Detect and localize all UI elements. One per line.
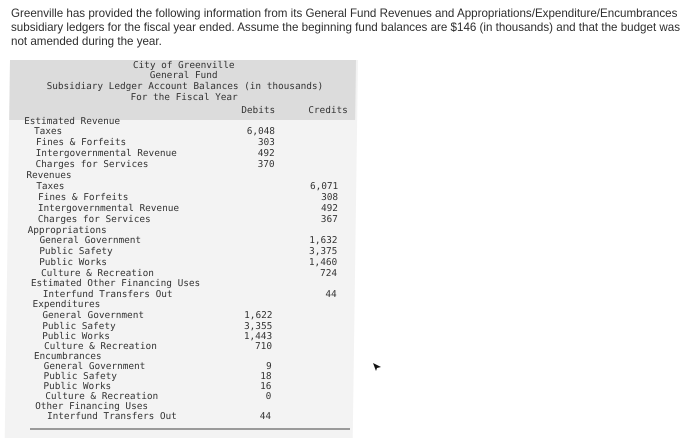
row-debit: 0 <box>265 391 272 402</box>
debits-column-header: Debits <box>241 105 276 116</box>
row-label: Other Financing Uses <box>35 401 149 412</box>
row-credit: 1,632 <box>309 235 338 246</box>
row-credit: 724 <box>320 268 338 279</box>
row-credit: 1,460 <box>308 257 338 268</box>
credits-column-header: Credits <box>308 105 348 116</box>
row-debit: 303 <box>257 137 275 148</box>
row-label: Interfund Transfers Out <box>42 289 173 300</box>
row-label: General Government <box>39 235 142 246</box>
row-debit: 492 <box>257 148 275 159</box>
row-label: Expenditures <box>32 299 101 310</box>
row-label: Encumbrances <box>33 351 102 362</box>
row-label: Charges for Services <box>37 214 151 225</box>
row-label: Culture & Recreation <box>45 391 159 402</box>
row-label: Public Safety <box>43 371 118 382</box>
row-label: Estimated Other Financing Uses <box>30 278 201 289</box>
row-label: General Government <box>43 361 146 372</box>
bottom-rule <box>30 428 350 430</box>
row-label: Taxes <box>33 126 63 137</box>
row-label: Interfund Transfers Out <box>46 411 177 422</box>
row-label: Public Safety <box>42 321 116 332</box>
row-label: Culture & Recreation <box>40 268 154 279</box>
row-label: Revenues <box>26 170 72 181</box>
row-debit: 3,355 <box>243 321 273 332</box>
row-label: Public Works <box>43 381 112 392</box>
ledger-title-city: City of Greenville <box>132 60 235 71</box>
row-credit: 492 <box>320 203 339 214</box>
row-debit: 1,622 <box>244 310 273 321</box>
row-label: Taxes <box>36 181 65 192</box>
ledger-title-subsidiary: Subsidiary Ledger Account Balances (in thousands) <box>46 81 324 92</box>
row-label: Fines & Forfeits <box>35 137 127 148</box>
row-debit: 9 <box>265 361 272 372</box>
row-debit: 6,048 <box>246 126 276 137</box>
row-credit: 367 <box>320 214 338 225</box>
row-label: Appropriations <box>27 225 107 236</box>
row-credit: 6,071 <box>309 181 339 192</box>
row-label: Charges for Services <box>35 159 149 170</box>
row-debit: 44 <box>259 411 272 422</box>
row-label: Intergovernmental Revenue <box>35 148 177 159</box>
ledger-title-period: For the Fiscal Year <box>130 92 238 103</box>
row-label: Public Works <box>42 331 110 342</box>
row-credit: 3,375 <box>309 246 338 257</box>
ledger-sheet <box>5 60 358 438</box>
row-debit: 1,443 <box>243 331 273 342</box>
row-label: Fines & Forfeits <box>38 192 129 203</box>
row-debit: 370 <box>257 159 275 170</box>
row-debit: 710 <box>254 341 273 352</box>
row-credit: 308 <box>321 192 339 203</box>
problem-intro: Greenville has provided the following information from its General Fund Revenues and Appropriations/Expenditure/Encumbrances subsidiary ledgers for the fiscal year ended. Assume the beginning fund balances are $146 (in thousands) and that the budget was not amended during the year. <box>11 7 681 49</box>
row-label: Public Safety <box>39 246 113 257</box>
row-label: Intergovernmental Revenue <box>37 203 180 214</box>
row-label: Public Works <box>39 257 107 268</box>
row-label: Estimated Revenue <box>24 116 121 127</box>
ledger-title-fund: General Fund <box>149 70 218 81</box>
row-debit: 18 <box>260 371 272 382</box>
row-label: General Government <box>42 310 145 321</box>
row-credit: 44 <box>325 289 337 300</box>
mouse-cursor-icon <box>372 362 382 372</box>
row-label: Culture & Recreation <box>43 341 157 352</box>
row-debit: 16 <box>260 381 272 392</box>
